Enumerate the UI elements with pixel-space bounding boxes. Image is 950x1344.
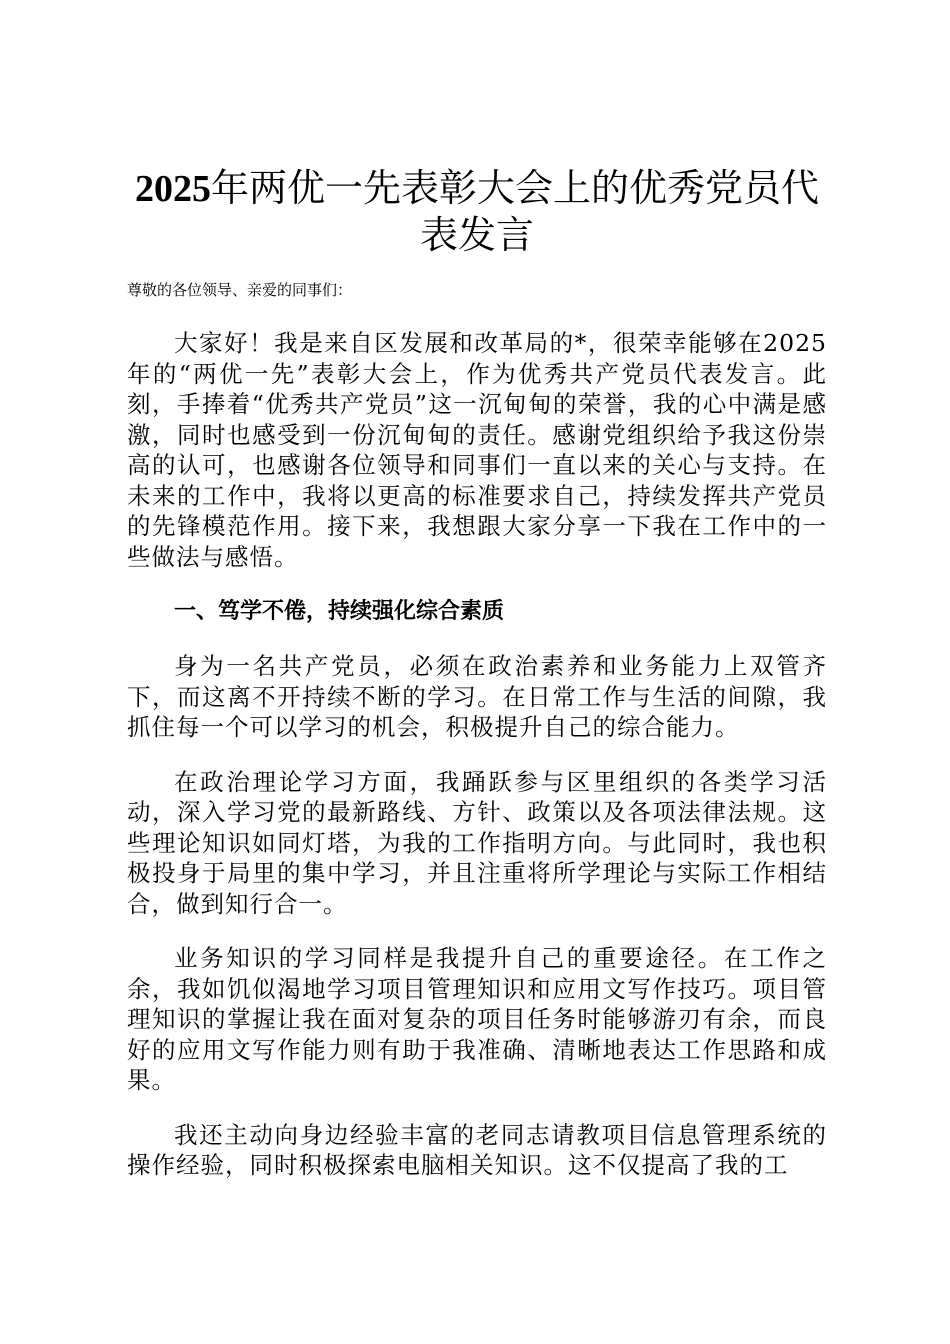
title-text: 年两优一先表彰大会上的优秀党员代表发言: [210, 166, 819, 257]
title-year: 2025: [134, 168, 211, 210]
body-paragraph: 我还主动向身边经验丰富的老同志请教项目信息管理系统的操作经验，同时积极探索电脑相关知识。这不仅提高了我的工: [127, 1120, 827, 1179]
document-page: [127, 165, 827, 1181]
body-paragraph: 业务知识的学习同样是我提升自己的重要途径。在工作之余，我如饥似渴地学习项目管理知识和应用文写作技巧。项目管理知识的掌握让我在面对复杂的项目任务时能够游刃有余，而良好的应用文写作能力则有助于我准确、清晰地表达工作思路和成果。: [127, 944, 827, 1094]
document-title: [127, 165, 827, 258]
salutation: 尊敬的各位领导、亲爱的同事们：: [127, 281, 353, 299]
intro-paragraph: 大家好！我是来自区发展和改革局的*，很荣幸能够在2025年的“两优一先”表彰大会上，作为优秀共产党员代表发言。此刻，手捧着“优秀共产党员”这一沉甸甸的荣誉，我的心中满是感激，同时也感受到一份沉甸甸的责任。感谢党组织给予我这份崇高的认可，也感谢各位领导和同事们一直以来的关心与支持。在未来的工作中，我将以更高的标准要求自己，持续发挥共产党员的先锋模范作用。接下来，我想跟大家分享一下我在工作中的一些做法与感悟。: [127, 329, 827, 571]
section-heading-1: 一、笃学不倦，持续强化综合素质: [174, 599, 505, 624]
body-paragraph: 在政治理论学习方面，我踊跃参与区里组织的各类学习活动，深入学习党的最新路线、方针、政策以及各项法律法规。这些理论知识如同灯塔，为我的工作指明方向。与此同时，我也积极投身于局里的集中学习，并且注重将所学理论与实际工作相结合，做到知行合一。: [127, 767, 827, 918]
body-paragraph: 身为一名共产党员，必须在政治素养和业务能力上双管齐下，而这离不开持续不断的学习。在日常工作与生活的间隙，我抓住每一个可以学习的机会，积极提升自己的综合能力。: [127, 652, 827, 741]
